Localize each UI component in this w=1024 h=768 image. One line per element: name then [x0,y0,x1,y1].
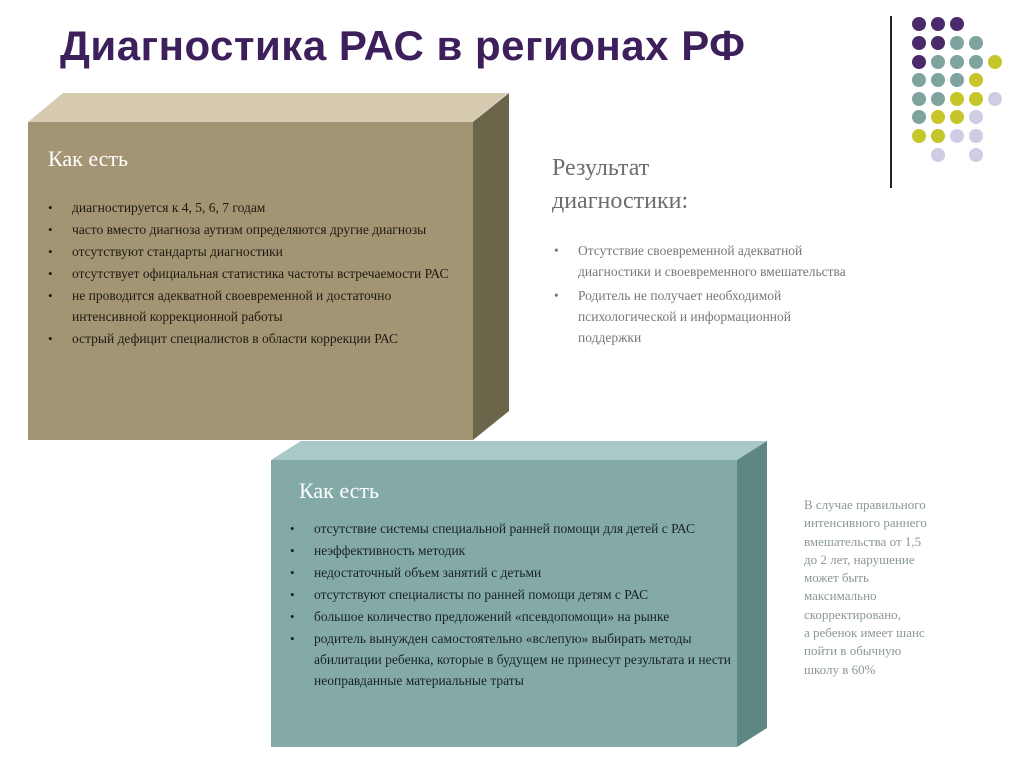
decorative-dot [988,55,1002,69]
decorative-dot [912,17,926,31]
decorative-dot [931,129,945,143]
list-item: • отсутствуют стандарты диагностики [46,241,466,262]
decorative-dot [950,55,964,69]
list-item: • Родитель не получает необходимой психологической и информационной поддержки [552,285,852,348]
side-note: В случае правильного интенсивного раннего вмешательства от 1,5 до 2 лет, нарушение может быть максимально скорректировано, а ребенок имеет шанс пойти в обычную школу в 60% [804,497,927,677]
list-item: • отсутствуют специалисты по ранней помощи детям с РАС [288,584,733,605]
box2-top-face [271,441,771,461]
list-item: • большое количество предложений «псевдопомощи» на рынке [288,606,733,627]
result-heading: Результат диагностики: [552,155,689,214]
decorative-dot [950,73,964,87]
box2-list [288,518,733,692]
box2-heading: Как есть [299,478,380,503]
divider-line [890,16,892,188]
decorative-dot [912,92,926,106]
decorative-dot [931,148,945,162]
decorative-dot [912,129,926,143]
box1-heading: Как есть [48,146,129,171]
box1-list [46,197,466,350]
box2-side-face [737,441,771,749]
decorative-dot [969,36,983,50]
decorative-dot [969,129,983,143]
result-list [552,240,852,351]
list-item: • отсутствует официальная статистика частоты встречаемости РАС [46,263,466,284]
list-item: • отсутствие системы специальной ранней помощи для детей с РАС [288,518,733,539]
decorative-dot [931,17,945,31]
list-item: • острый дефицит специалистов в области коррекции РАС [46,328,466,349]
decorative-dot [969,73,983,87]
list-item: • родитель вынужден самостоятельно «вслепую» выбирать методы абилитации ребенка, которые в будущем не принесут результата и нести неоправданные материальные траты [288,628,733,691]
list-item: • часто вместо диагноза аутизм определяются другие диагнозы [46,219,466,240]
list-item: • неэффективность методик [288,540,733,561]
list-item: • Отсутствие своевременной адекватной диагностики и своевременного вмешательства [552,240,852,282]
decorative-dot [950,129,964,143]
decorative-dot [931,110,945,124]
decorative-dot [912,73,926,87]
decorative-dot [931,92,945,106]
list-item: • не проводится адекватной своевременной и достаточно интенсивной коррекционной работы [46,285,466,327]
decorative-dot [931,55,945,69]
box1-side-face [473,93,511,441]
slide-title: Диагностика РАС в регионах РФ [60,22,746,69]
decorative-dot [912,110,926,124]
decorative-dot [950,110,964,124]
decorative-dot [969,110,983,124]
decorative-dot [931,36,945,50]
decorative-dot [969,55,983,69]
decorative-dot [950,36,964,50]
decorative-dot [950,17,964,31]
list-item: • недостаточный объем занятий с детьми [288,562,733,583]
decorative-dot [912,55,926,69]
decorative-dot [931,73,945,87]
decorative-dot [950,92,964,106]
decorative-dot [969,92,983,106]
decorative-dot [912,36,926,50]
decorative-dot [988,92,1002,106]
list-item: • диагностируется к 4, 5, 6, 7 годам [46,197,466,218]
box1-top-face [28,93,510,123]
decorative-dot [969,148,983,162]
